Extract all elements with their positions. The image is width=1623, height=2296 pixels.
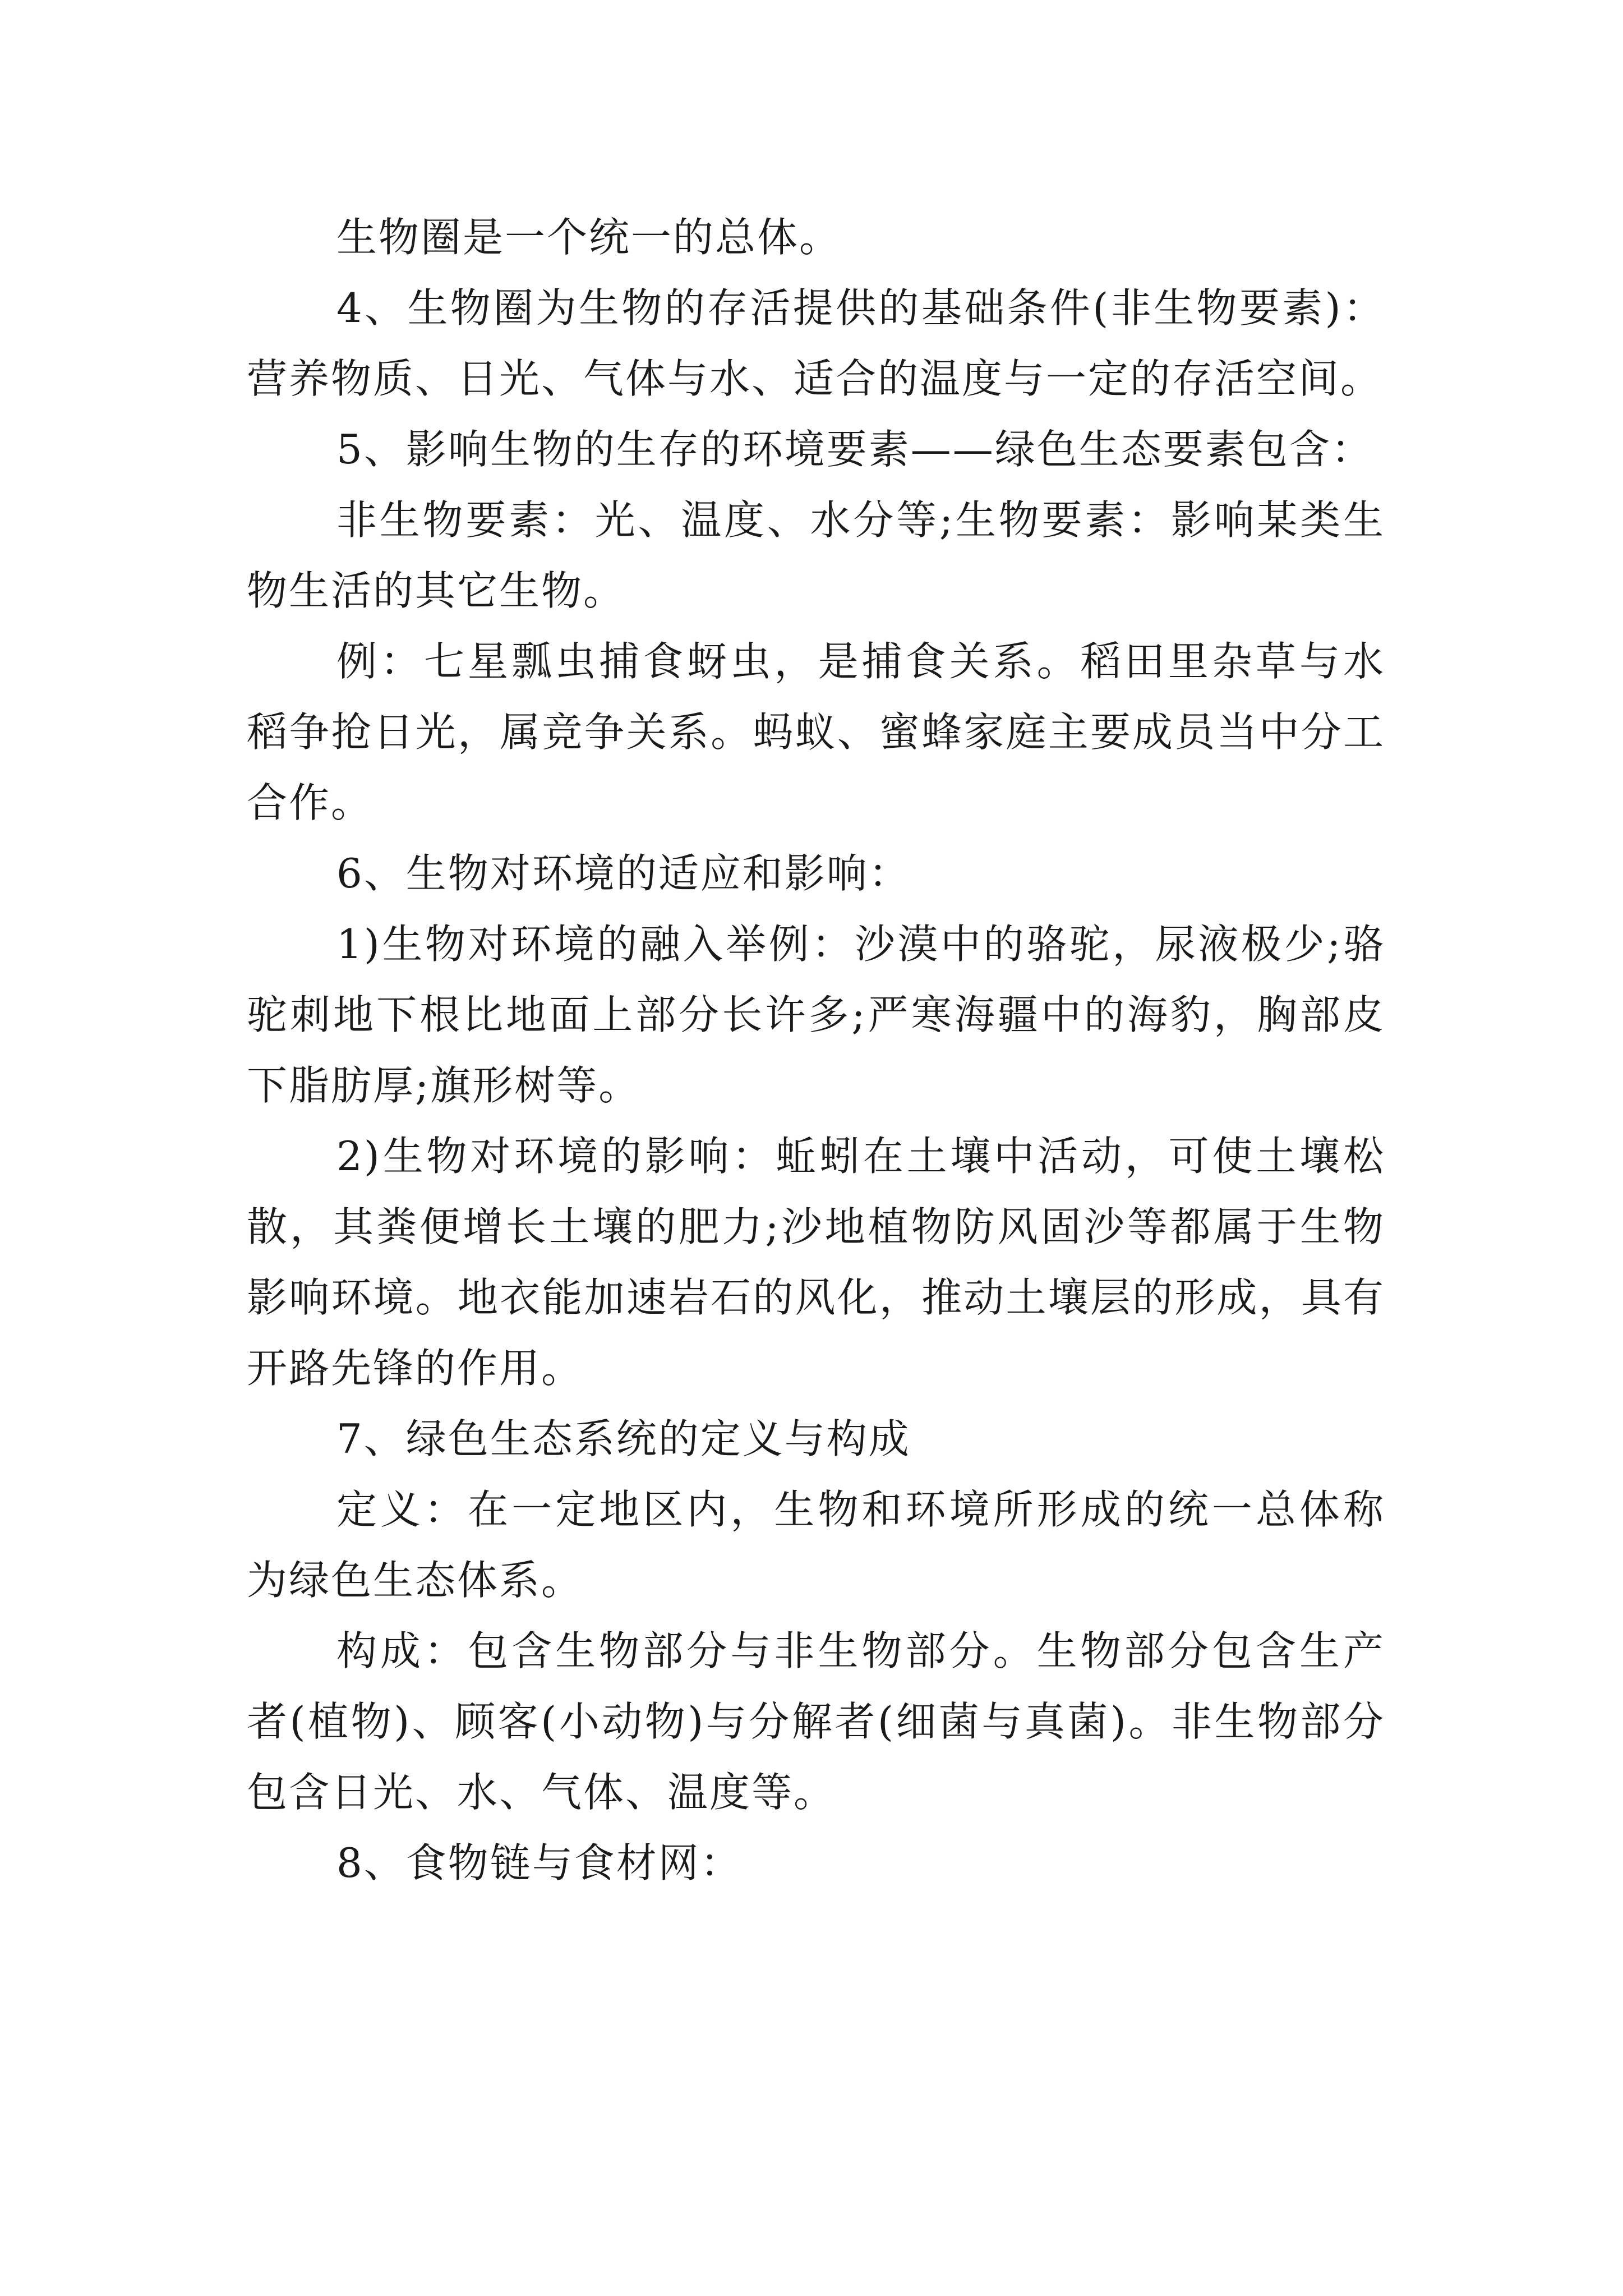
paragraph: 7、绿色生态系统的定义与构成 [336, 1415, 911, 1462]
paragraph: 6、生物对环境的适应和影响： [336, 850, 911, 897]
paragraph: 构成：包含生物部分与非生物部分。生物部分包含生产者(植物)、顾客(小动物)与分解者(细菌与真菌)。非生物部分包含日光、水、气体、温度等。 [247, 1627, 1385, 1816]
paragraph: 8、食物链与食材网： [336, 1839, 743, 1887]
paragraph: 生物圈是一个统一的总体。 [336, 214, 842, 261]
paragraph: 定义：在一定地区内，生物和环境所形成的统一总体称为绿色生态体系。 [247, 1486, 1385, 1604]
paragraph: 1)生物对环境的融入举例：沙漠中的骆驼，尿液极少;骆驼刺地下根比地面上部分长许多;严寒海疆中的海豹，胸部皮下脂肪厚;旗形树等。 [247, 921, 1385, 1109]
paragraph: 5、影响生物的生存的环境要素——绿色生态要素包含： [336, 426, 1373, 473]
document-body [247, 202, 1385, 1898]
paragraph: 例：七星瓢虫捕食蚜虫，是捕食关系。稻田里杂草与水稻争抢日光，属竞争关系。蚂蚁、蜜蜂家庭主要成员当中分工合作。 [247, 638, 1385, 826]
paragraph: 非生物要素：光、温度、水分等;生物要素：影响某类生物生活的其它生物。 [247, 496, 1385, 614]
paragraph: 2)生物对环境的影响：蚯蚓在土壤中活动，可使土壤松散，其粪便增长土壤的肥力;沙地植物防风固沙等都属于生物影响环境。地衣能加速岩石的风化，推动土壤层的形成，具有开路先锋的作用。 [247, 1133, 1385, 1392]
paragraph: 4、生物圈为生物的存活提供的基础条件(非生物要素)：营养物质、日光、气体与水、适合的温度与一定的存活空间。 [247, 284, 1385, 402]
